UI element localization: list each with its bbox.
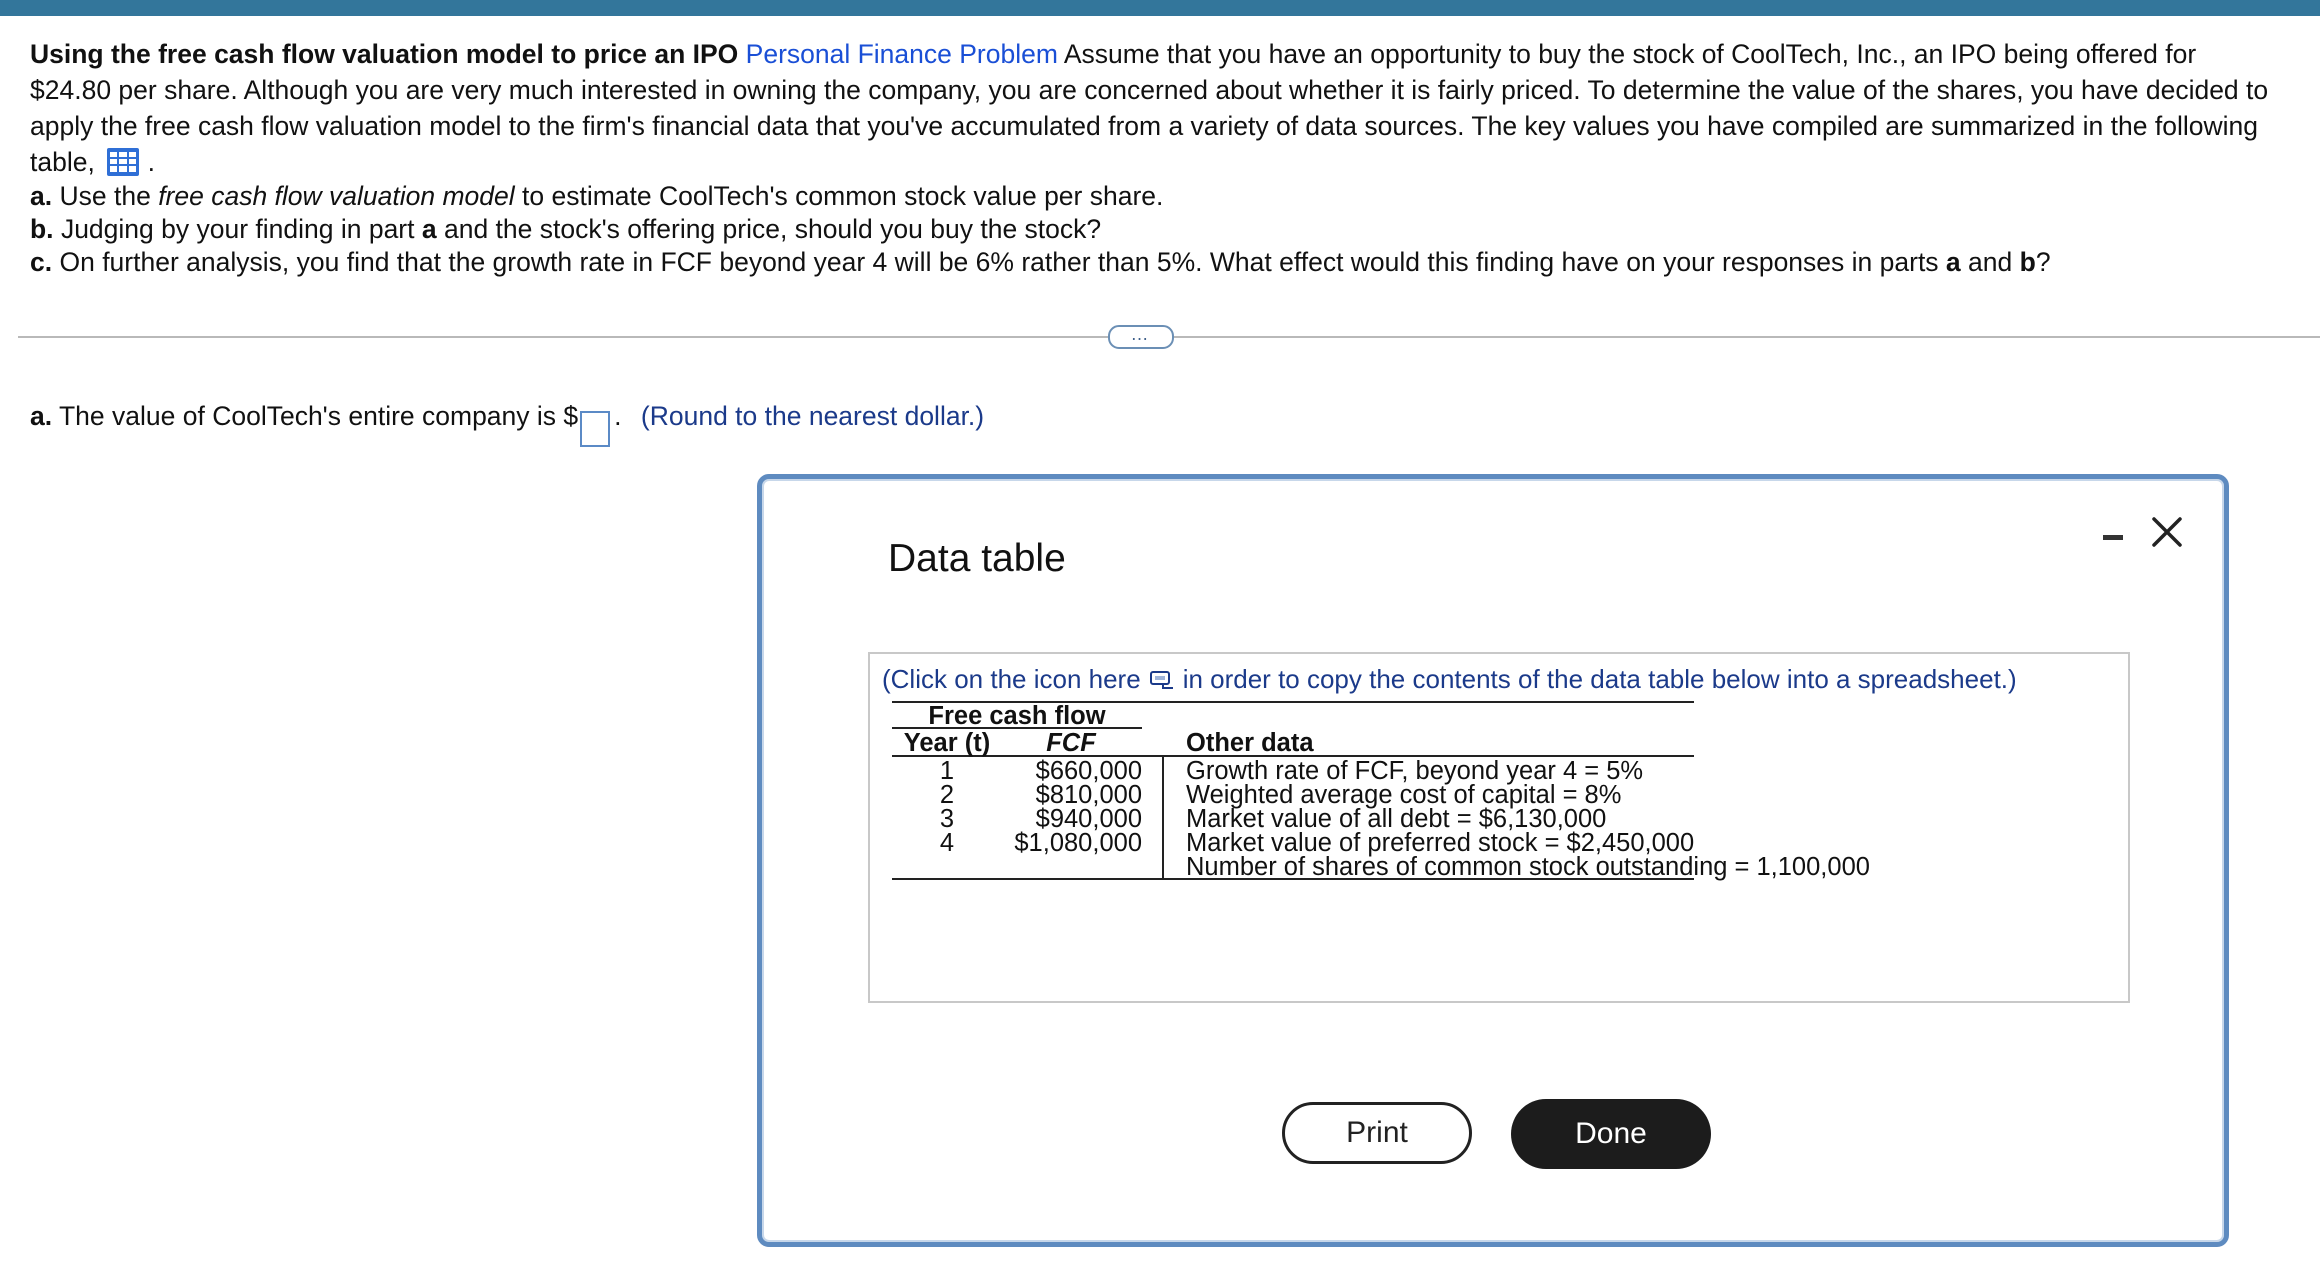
copy-text-pre: (Click on the icon here <box>882 664 1141 694</box>
col-year-header: Year (t) <box>903 729 991 757</box>
part-c-letter: c. <box>30 247 53 277</box>
part-b-bold: a <box>421 214 437 244</box>
problem-title: Using the free cash flow valuation model to price an IPO <box>30 39 739 69</box>
copy-text-post: in order to copy the contents of the data table below into a spreadsheet.) <box>1182 664 2017 694</box>
part-a-italic: free cash flow valuation model <box>158 181 515 211</box>
part-c-text: On further analysis, you find that the growth rate in FCF beyond year 4 will be 6% rather than 5%. What effect would this finding have on your responses in parts <box>59 247 1946 277</box>
col-other-header: Other data <box>1186 729 1314 757</box>
copy-instruction <box>882 664 2017 695</box>
fcf-cell: $810,000 <box>1035 781 1142 809</box>
part-a-text: Use the <box>59 181 159 211</box>
print-button[interactable]: Print <box>1282 1102 1472 1164</box>
part-c-end: ? <box>2035 247 2051 277</box>
done-button[interactable]: Done <box>1511 1099 1711 1169</box>
part-b-text-end: and the stock's offering price, should you buy the stock? <box>436 214 1102 244</box>
dialog-title: Data table <box>888 537 1066 580</box>
part-b <box>30 213 2051 246</box>
part-b-letter: b. <box>30 214 54 244</box>
problem-end: . <box>147 147 155 177</box>
fcf-cell: $940,000 <box>1035 805 1142 833</box>
year-cell: 4 <box>939 829 955 857</box>
expand-more-button[interactable] <box>1108 325 1174 349</box>
top-bar <box>0 0 2320 16</box>
other-data-cell: Weighted average cost of capital = 8% <box>1186 781 1622 809</box>
year-cell: 1 <box>939 757 955 785</box>
fcf-cell: $1,080,000 <box>1014 829 1142 857</box>
part-c-bold-a: a <box>1945 247 1961 277</box>
part-c-bold-b: b <box>2019 247 2036 277</box>
answer-hint: (Round to the nearest dollar.) <box>640 401 985 431</box>
year-cell: 2 <box>939 781 955 809</box>
question-parts <box>30 180 2051 279</box>
part-a-text-end: to estimate CoolTech's common stock value per share. <box>514 181 1164 211</box>
answer-line <box>30 398 984 447</box>
other-data-cell: Growth rate of FCF, beyond year 4 = 5% <box>1186 757 1644 785</box>
answer-letter: a. <box>30 401 53 431</box>
part-c-and: and <box>1960 247 2020 277</box>
minimize-icon[interactable] <box>2103 535 2123 540</box>
problem-statement <box>30 36 2280 180</box>
year-cell: 3 <box>939 805 955 833</box>
part-a <box>30 180 2051 213</box>
personal-finance-link[interactable]: Personal Finance Problem <box>745 39 1058 69</box>
problem-text: Assume that you have an opportunity to buy the stock of CoolTech, Inc., an IPO being offered for $24.80 per share. Although you are very much interested in owning the company, you are concerned about whether it is fairly priced. To determine the value of the shares, you have decided to apply the free cash flow valuation model to the firm's financial data that you've accumulated from a variety of data sources. The key values you have compiled are summarized in the following table, <box>30 39 2269 177</box>
company-value-input[interactable] <box>580 411 610 447</box>
part-c <box>30 246 2051 279</box>
close-icon[interactable] <box>2150 515 2184 549</box>
col-fcf-header: FCF <box>1046 729 1096 757</box>
copy-icon[interactable] <box>1149 667 1175 689</box>
other-data-cell: Market value of preferred stock = $2,450,000 <box>1186 829 1695 857</box>
data-table-frame <box>868 652 2130 1003</box>
part-b-text: Judging by your finding in part <box>60 214 422 244</box>
column-divider <box>1162 755 1164 880</box>
group-header: Free cash flow <box>928 702 1106 730</box>
part-a-letter: a. <box>30 181 53 211</box>
answer-text: The value of CoolTech's entire company is $ <box>59 401 579 431</box>
other-data-cell: Number of shares of common stock outstanding = 1,100,000 <box>1186 853 1870 881</box>
data-table-icon[interactable] <box>106 147 140 177</box>
more-dots: … <box>1130 324 1152 344</box>
fcf-cell: $660,000 <box>1035 757 1142 785</box>
data-table-dialog <box>757 474 2229 1247</box>
answer-period: . <box>614 401 622 431</box>
other-data-cell: Market value of all debt = $6,130,000 <box>1186 805 1607 833</box>
